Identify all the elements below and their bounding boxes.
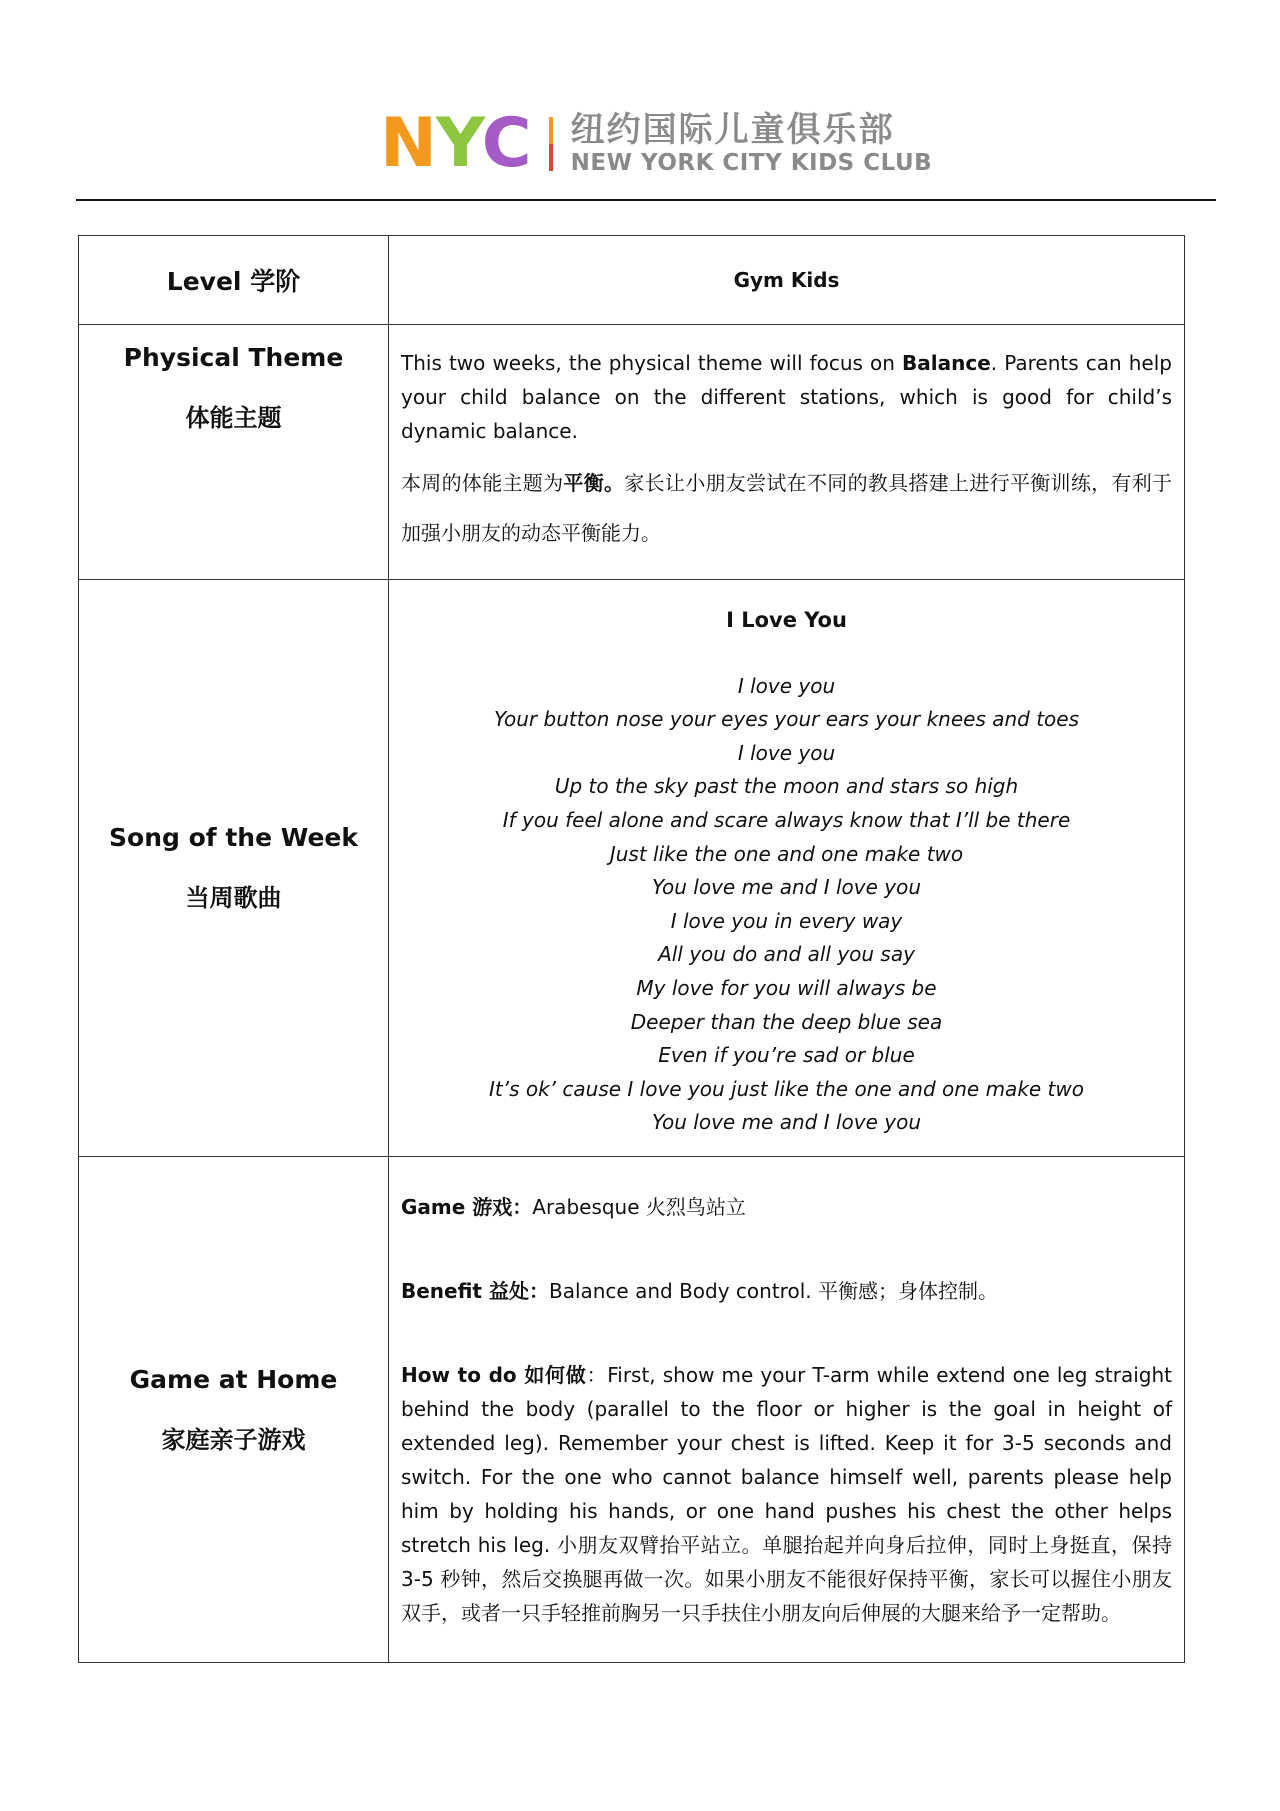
- theme-text-cn: [401, 458, 1172, 558]
- game-details: [389, 1190, 1184, 1630]
- song-line: Even if you’re sad or blue: [658, 1043, 915, 1068]
- page-header: [0, 104, 1280, 183]
- benefit-label: Benefit 益处：: [401, 1278, 549, 1303]
- song-line: I love you: [737, 673, 836, 698]
- physical-theme-label-cn: 体能主题: [185, 404, 282, 432]
- logo-letters: [380, 104, 531, 183]
- song-label-cn: 当周歌曲: [185, 884, 282, 912]
- theme-cn-pre: 本周的体能主题为: [401, 471, 564, 495]
- game-label-en: Game at Home: [129, 1364, 338, 1394]
- song-title: I Love You: [726, 608, 847, 633]
- song-label-en: Song of the Week: [109, 823, 358, 852]
- physical-theme-content: [389, 325, 1185, 580]
- theme-text-bold: Balance: [902, 351, 991, 375]
- logo-english-name: NEW YORK CITY KIDS CLUB: [570, 150, 933, 176]
- song-line: Just like the one and one make two: [609, 841, 964, 866]
- theme-text-post: . Parents can help your child balance on the different stations, which is good for child’s dynamic balance.: [401, 351, 1172, 443]
- physical-theme-text: [389, 346, 1184, 558]
- song-line: You love me and I love you: [651, 1110, 921, 1135]
- song-line: Deeper than the deep blue sea: [630, 1009, 943, 1034]
- song-line: I love you in every way: [670, 908, 903, 933]
- physical-theme-label: [79, 325, 389, 580]
- game-label-cn: 家庭亲子游戏: [161, 1425, 306, 1454]
- game-row: [79, 1157, 1185, 1663]
- header-divider: [76, 199, 1216, 201]
- howto-value: ：First, show me your T-arm while extend one leg straight behind the body (parallel to the floor or higher is the goal in height of extended leg). Remember your chest is lifted. Keep it for 3-5 seconds and switch. For the one who cannot balance himself well, parents please help him by holding his hands, or one hand pushes his chest the other helps stretch his leg. 小朋友双臂抬平站立。单腿抬起并向身后拉伸，同时上身挺直，保持 3-5 秒钟，然后交换腿再做一次。如果小朋友不能很好保持平衡，家长可以握住小朋友双手，或者一只手轻推前胸另一只手扶住小朋友向后伸展的大腿来给予一定帮助。: [401, 1362, 1173, 1625]
- game-name-line: [401, 1190, 1172, 1224]
- lesson-table: [78, 235, 1185, 1663]
- game-name-label: Game 游戏：: [401, 1194, 533, 1219]
- song-line: You love me and I love you: [651, 875, 921, 900]
- song-content: [389, 580, 1185, 1157]
- song-line: My love for you will always be: [636, 975, 937, 1000]
- logo-letter-n: N: [380, 104, 436, 183]
- game-name-value: Arabesque 火烈鸟站立: [532, 1194, 746, 1219]
- song-line: All you do and all you say: [658, 942, 915, 967]
- howto-label: How to do 如何做: [401, 1362, 587, 1387]
- level-row: [79, 236, 1185, 325]
- howto-line: [401, 1358, 1172, 1630]
- song-lyrics: [389, 596, 1184, 1140]
- song-line: Your button nose your eyes your ears your knees and toes: [493, 707, 1080, 732]
- song-line: Up to the sky past the moon and stars so high: [554, 774, 1019, 799]
- benefit-line: [401, 1274, 1172, 1308]
- level-value: Gym Kids: [389, 236, 1185, 325]
- logo-letter-y: Y: [435, 104, 482, 183]
- song-line: It’s ok’ cause I love you just like the one and one make two: [488, 1076, 1084, 1101]
- logo-chinese-name: 纽约国际儿童俱乐部: [570, 111, 895, 149]
- song-row: [79, 580, 1185, 1157]
- song-line: If you feel alone and scare always know that I’ll be there: [502, 808, 1071, 833]
- theme-text-pre: This two weeks, the physical theme will focus on: [401, 351, 903, 375]
- theme-cn-bold: 平衡。: [563, 471, 625, 495]
- physical-theme-label-en: Physical Theme: [123, 343, 344, 372]
- nyc-kids-club-logo: [380, 104, 933, 183]
- logo-text: [571, 111, 933, 177]
- game-content: [389, 1157, 1185, 1663]
- game-label: [79, 1157, 389, 1663]
- benefit-value: Balance and Body control. 平衡感；身体控制。: [548, 1278, 998, 1303]
- theme-cn-post: 家长让小朋友尝试在不同的教具搭建上进行平衡训练，有利于加强小朋友的动态平衡能力。: [401, 471, 1173, 545]
- level-label: Level 学阶: [79, 236, 389, 325]
- physical-theme-row: [79, 325, 1185, 580]
- logo-letter-c: C: [481, 104, 531, 183]
- logo-divider: [549, 117, 553, 171]
- song-line: I love you: [737, 740, 836, 765]
- song-label: [79, 580, 389, 1157]
